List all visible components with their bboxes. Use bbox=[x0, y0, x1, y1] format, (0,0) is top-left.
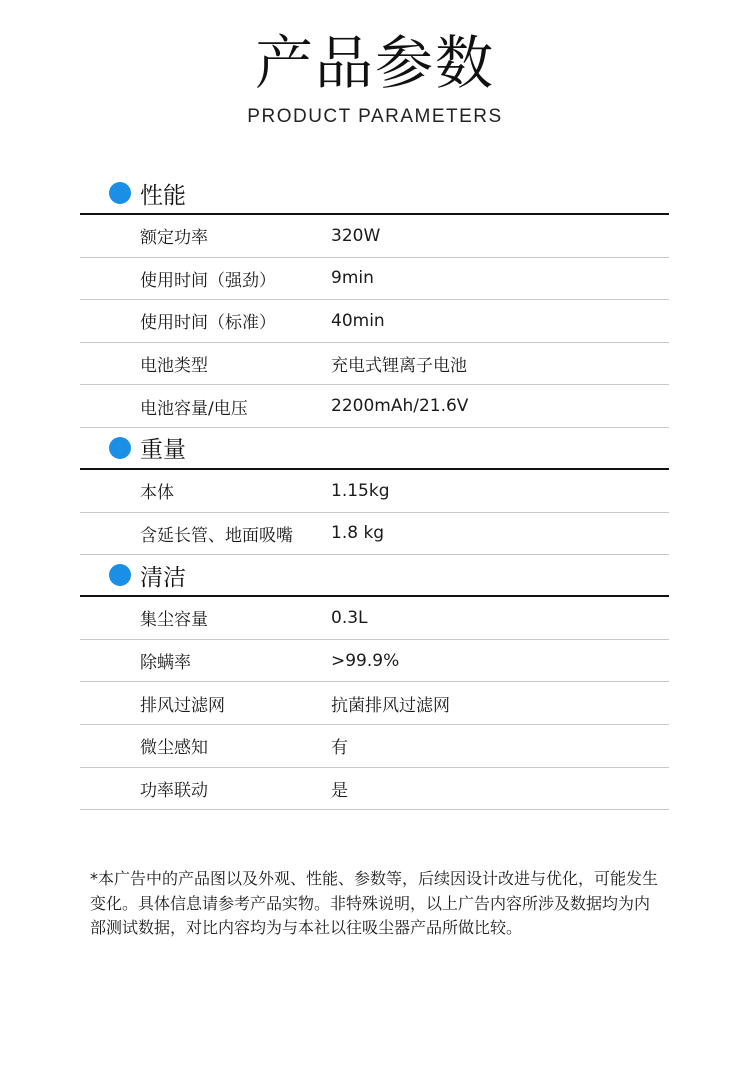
table-row bbox=[80, 682, 669, 725]
table-row bbox=[80, 300, 669, 343]
param-value: 40min bbox=[331, 310, 385, 331]
param-value: 抗菌排风过滤网 bbox=[331, 695, 450, 716]
section-header-weight bbox=[80, 428, 669, 470]
table-row bbox=[80, 385, 669, 428]
table-row bbox=[80, 343, 669, 386]
param-key: 排风过滤网 bbox=[140, 695, 225, 716]
table-row bbox=[80, 513, 669, 556]
table-row bbox=[80, 725, 669, 768]
param-value: 2200mAh/21.6V bbox=[331, 396, 469, 417]
param-key: 除螨率 bbox=[140, 653, 191, 674]
table-row bbox=[80, 768, 669, 811]
disclaimer-text: *本广告中的产品图以及外观、性能、参数等，后续因设计改进与优化，可能发生变化。具体信息请参考产品实物。非特殊说明，以上广告内容所涉及数据均为内部测试数据，对比内容均为与本社以往吸尘器产品所做比较。 bbox=[90, 869, 659, 937]
param-value: 有 bbox=[331, 738, 348, 759]
param-value: 1.8 kg bbox=[331, 523, 385, 544]
param-value: 1.15kg bbox=[331, 480, 390, 501]
param-value: >99.9% bbox=[331, 650, 400, 671]
param-key: 功率联动 bbox=[140, 780, 208, 801]
param-value: 充电式锂离子电池 bbox=[331, 356, 467, 377]
section-header-performance bbox=[80, 173, 669, 215]
parameters-table bbox=[80, 173, 669, 810]
param-key: 含延长管、地面吸嘴 bbox=[140, 525, 293, 546]
section-title: 重量 bbox=[140, 437, 186, 464]
param-key: 集尘容量 bbox=[140, 610, 208, 631]
page-title: 产品参数 bbox=[254, 29, 495, 97]
param-key: 微尘感知 bbox=[140, 738, 208, 759]
param-key: 使用时间（标准） bbox=[140, 313, 276, 334]
page-subtitle: PRODUCT PARAMETERS bbox=[247, 106, 503, 127]
param-value: 是 bbox=[331, 780, 348, 801]
table-row bbox=[80, 470, 669, 513]
table-row bbox=[80, 258, 669, 301]
param-key: 电池类型 bbox=[140, 356, 208, 377]
section-title: 性能 bbox=[140, 182, 186, 209]
param-key: 使用时间（强劲） bbox=[140, 270, 276, 291]
param-key: 本体 bbox=[140, 483, 174, 504]
param-value: 9min bbox=[331, 268, 374, 289]
section-header-cleaning bbox=[80, 555, 669, 597]
param-value: 320W bbox=[331, 225, 381, 246]
table-row bbox=[80, 597, 669, 640]
param-key: 电池容量/电压 bbox=[140, 398, 248, 419]
section-title: 清洁 bbox=[140, 564, 186, 591]
bullet-dot-icon bbox=[109, 564, 131, 586]
bullet-dot-icon bbox=[109, 437, 131, 459]
bullet-dot-icon bbox=[109, 182, 131, 204]
param-key: 额定功率 bbox=[140, 228, 208, 249]
table-row bbox=[80, 640, 669, 683]
table-row bbox=[80, 215, 669, 258]
param-value: 0.3L bbox=[331, 607, 368, 628]
